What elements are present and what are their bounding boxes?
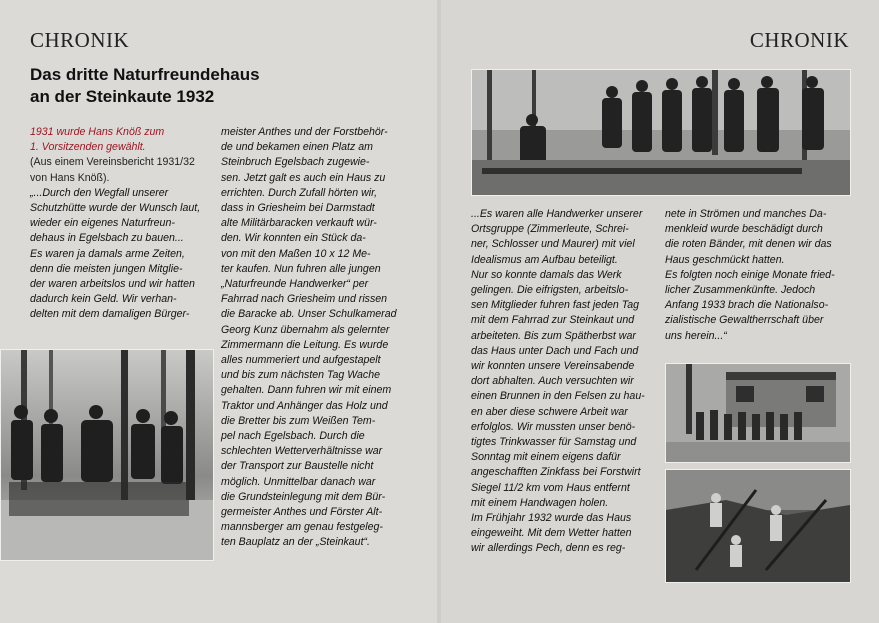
right-column-1-line: gelingen. Die eifrigsten, arbeitslo- — [471, 284, 629, 297]
left-column-2-line: errichten. Durch Zufall hörten wir, — [221, 186, 378, 199]
left-column-2-line: alles nummeriert und aufgestapelt — [221, 354, 381, 367]
left-column-2-line: gehalten. Dann fuhren wir mit einem — [221, 384, 392, 397]
left-column-2-line: den. Wir konnten ein Stück da- — [221, 232, 366, 245]
photo-quarry-workers-image — [666, 470, 850, 582]
left-column-2-line: Georg Kunz übernahm als gelernter — [221, 323, 390, 336]
right-column-1-line: mit dem Fahrrad zur Steinkaut und — [471, 314, 635, 327]
headline-line-1: Das dritte Naturfreundehaus — [30, 65, 260, 84]
photo-house-with-people — [665, 363, 851, 463]
right-column-2-line: nete in Strömen und manches Da- — [665, 208, 827, 220]
photo-men-in-forest — [0, 349, 214, 561]
left-column-2-line: sen. Jetzt galt es auch ein Haus zu — [221, 171, 386, 184]
right-column-2-line: licher Zusammenkünfte. Jedoch — [665, 284, 816, 297]
left-column-1-line: denn die meisten jungen Mitglie- — [30, 262, 183, 275]
left-column-2-line: die Baracke ab. Unser Schulkamerad — [221, 308, 397, 321]
left-column-1 — [30, 125, 207, 323]
right-column-2-line: die roten Bänder, mit denen wir das — [665, 238, 832, 251]
right-column-2-body — [665, 207, 849, 344]
source-note-line-2: von Hans Knöß). — [30, 171, 110, 184]
right-column-1-line: Siegel 11/2 km vom Haus entfernt — [471, 481, 630, 494]
left-column-2-line: schlechten Wetterverhältnisse war — [221, 445, 383, 458]
left-column-2-line: der Transport zur Baustelle nicht — [221, 460, 374, 473]
right-column-2-line: menkleid wurde beschädigt durch — [665, 223, 823, 236]
right-column-2-line: Es folgten noch einige Monate fried- — [665, 268, 835, 281]
left-column-2-line: die Grundsteinlegung mit dem Bür- — [221, 490, 386, 503]
intro-red-line-1: 1931 wurde Hans Knöß zum — [30, 126, 165, 138]
right-column-1-line: ner, Schlosser und Maurer) mit viel — [471, 238, 635, 251]
left-column-2 — [221, 125, 401, 551]
right-column-1-line: angeschafften Zinkfass bei Forstwirt — [471, 466, 641, 479]
right-page-header: CHRONIK — [749, 28, 849, 52]
right-column-1-line: sen Mitglieder fuhren fast jeden Tag — [471, 299, 640, 312]
right-column-2-line: zialistische Gewaltherrschaft über — [665, 314, 824, 327]
source-note-line-1: (Aus einem Vereinsbericht 1931/32 — [30, 156, 195, 169]
right-column-1-line: wir konnten unsere Vereinsabende — [471, 360, 635, 373]
left-column-2-line: und bis zum nächsten Tag Wache — [221, 369, 381, 382]
left-column-2-line: „Naturfreunde Handwerker“ per — [221, 278, 369, 291]
left-column-2-line: mannsberger am genau festgeleg- — [221, 521, 383, 534]
right-column-1-line: einen Brunnen in den Felsen zu hau- — [471, 390, 645, 403]
left-column-1-line: Es waren ja damals arme Zeiten, — [30, 247, 185, 260]
photo-house-with-people-image — [666, 364, 850, 462]
right-page — [441, 0, 879, 623]
right-column-1-line: ...Es waren alle Handwerker unserer — [471, 208, 643, 220]
left-column-2-line: germeister Anthes und Förster Alt- — [221, 506, 383, 519]
left-column-2-line: Zimmermann die Leitung. Es wurde — [221, 338, 389, 351]
left-column-2-line: Traktor und Anhänger das Holz und — [221, 399, 388, 412]
right-column-1-line: arbeiteten. Bis zum Spätherbst war — [471, 329, 636, 342]
left-column-2-line: von mit den Maßen 10 x 12 Me- — [221, 247, 371, 260]
left-column-1-line: Schutzhütte wurde der Wunsch laut, — [30, 202, 201, 215]
left-page — [0, 0, 437, 623]
left-page-header: CHRONIK — [30, 28, 130, 52]
right-column-2-line: Anfang 1933 brach die Nationalso- — [665, 299, 829, 312]
left-column-2-line: pel nach Egelsbach. Durch die — [221, 430, 365, 443]
right-column-1-line: erfolglos. Wir mussten unser benö- — [471, 420, 636, 433]
right-column-1-line: mit einem Handwagen holen. — [471, 496, 609, 509]
right-column-1-line: en aber diese schwere Arbeit war — [471, 405, 628, 418]
right-column-1-line: Nur so konnte damals das Werk — [471, 268, 622, 281]
left-column-2-line: Steinbruch Egelsbach zugewie- — [221, 156, 370, 169]
right-column-2 — [665, 207, 849, 344]
left-column-2-line: dass in Griesheim bei Darmstadt — [221, 202, 375, 215]
photo-workers-construction-image — [472, 70, 850, 195]
left-column-2-line: ten Bauplatz an der „Steinkaut“. — [221, 536, 370, 549]
right-column-1 — [471, 207, 655, 557]
headline-line-2: an der Steinkaute 1932 — [30, 87, 215, 106]
right-column-1-line: das Haus unter Dach und Fach und — [471, 344, 639, 357]
right-column-1-line: Sonntag mit einem eigens dafür — [471, 451, 621, 464]
left-column-2-body — [221, 125, 401, 551]
right-column-1-line: Ortsgruppe (Zimmerleute, Schrei- — [471, 223, 629, 236]
right-column-1-line: tigtes Trinkwasser für Samstag und — [471, 436, 637, 449]
right-column-2-line: uns herein...“ — [665, 329, 727, 342]
left-column-1-line: dehaus in Egelsbach zu bauen... — [30, 232, 184, 245]
left-column-1-line: delten mit dem damaligen Bürger- — [30, 308, 190, 321]
right-column-1-line: wir allerdings Pech, denn es reg- — [471, 542, 626, 555]
left-column-2-line: möglich. Unmittelbar danach war — [221, 475, 376, 488]
article-headline — [30, 64, 330, 108]
intro-red-line-2: 1. Vorsitzenden gewählt. — [30, 141, 146, 154]
left-column-2-line: die Bretter bis zum Weißen Tem- — [221, 414, 376, 427]
left-column-1-line: wieder ein eigenes Naturfreun- — [30, 217, 175, 230]
left-column-1-body — [30, 186, 207, 323]
right-column-1-line: Idealismus am Aufbau beteiligt. — [471, 253, 618, 266]
right-column-1-line: Im Frühjahr 1932 wurde das Haus — [471, 512, 632, 525]
photo-workers-construction — [471, 69, 851, 196]
left-column-1-line: der waren arbeitslos und wir hatten — [30, 278, 195, 291]
left-column-2-line: de und bekamen einen Platz am — [221, 141, 373, 154]
left-column-2-line: Fahrrad nach Griesheim und rissen — [221, 293, 388, 306]
photo-men-in-forest-image — [1, 350, 213, 560]
left-column-2-line: meister Anthes und der Forstbehör- — [221, 126, 388, 138]
left-column-1-line: „...Durch den Wegfall unserer — [30, 186, 169, 199]
right-column-1-line: dort abhalten. Auch versuchten wir — [471, 375, 634, 388]
left-column-2-line: ter kaufen. Nun fuhren alle jungen — [221, 262, 381, 275]
right-column-2-line: Haus geschmückt hatten. — [665, 253, 785, 266]
right-column-1-line: eingeweiht. Mit dem Wetter hatten — [471, 527, 632, 540]
photo-quarry-workers — [665, 469, 851, 583]
left-column-1-line: dadurch kein Geld. Wir verhan- — [30, 293, 177, 306]
right-column-1-body — [471, 207, 655, 557]
left-column-2-line: alte Militärbaracken verkauft wür- — [221, 217, 377, 230]
